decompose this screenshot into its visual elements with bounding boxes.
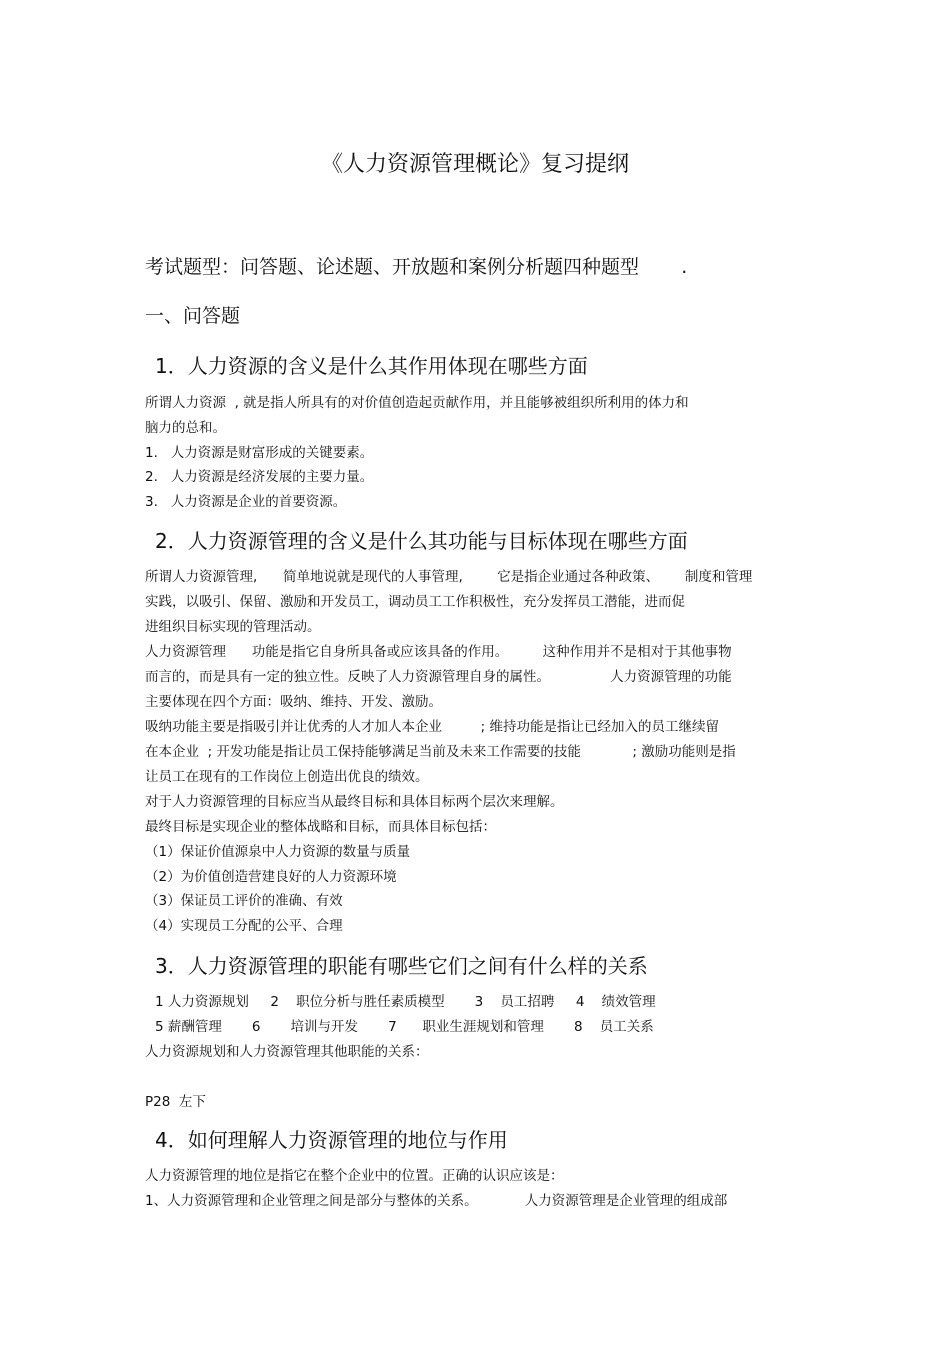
q3-functions-row: 5 薪酬管理 6 培训与开发 7 职业生涯规划和管理 8 员工关系 [155, 1019, 654, 1035]
q3-functions-row: 1 人力资源规划 2 职位分析与胜任素质模型 3 员工招聘 4 绩效管理 [155, 994, 656, 1010]
q3-page-reference: P28 左下 [145, 1094, 206, 1110]
document-title: 《人力资源管理概论》复习提纲 [320, 152, 629, 177]
q1-text-line: 所谓人力资源 , 就是指人所具有的对价值创造起贡献作用，并且能够被组织所利用的体力和 [145, 395, 689, 411]
q2-text-line: 吸纳功能主要是指吸引并让优秀的人才加人本企业 ; 维持功能是指让已经加入的员工继续留 [145, 719, 719, 735]
question-2-heading: 2．人力资源管理的含义是什么其功能与目标体现在哪些方面 [155, 529, 688, 553]
q2-text-line: 进组织目标实现的管理活动。 [145, 619, 321, 635]
q1-list-item: 3. 人力资源是企业的首要资源。 [145, 494, 347, 510]
q2-text-line: 主要体现在四个方面：吸纳、维持、开发、激励。 [145, 694, 442, 710]
q1-list-item: 2. 人力资源是经济发展的主要力量。 [145, 469, 374, 485]
q4-text-line: 人力资源管理的地位是指它在整个企业中的位置。正确的认识应该是： [145, 1168, 564, 1184]
exam-types-line: 考试题型：问答题、论述题、开放题和案例分析题四种题型 . [145, 256, 688, 278]
q1-list-item: 1. 人力资源是财富形成的关键要素。 [145, 445, 374, 461]
q2-text-line: 让员工在现有的工作岗位上创造出优良的绩效。 [145, 769, 429, 785]
q2-text-line: 最终目标是实现企业的整体战略和目标，而具体目标包括： [145, 819, 496, 835]
q2-text-line: 人力资源管理 功能是指它自身所具备或应该具备的作用。 这种作用并不是相对于其他事物 [145, 644, 732, 660]
q4-text-line: 1、人力资源管理和企业管理之间是部分与整体的关系。 人力资源管理是企业管理的组成部 [145, 1193, 728, 1209]
question-1-heading: 1．人力资源的含义是什么其作用体现在哪些方面 [155, 354, 588, 378]
section-heading-qa: 一、问答题 [145, 305, 241, 327]
q2-goal-item: （3）保证员工评价的准确、有效 [145, 893, 343, 909]
q2-text-line: 在本企业 ; 开发功能是指让员工保持能够满足当前及未来工作需要的技能 ; 激励功能则是指 [145, 744, 736, 760]
question-4-heading: 4．如何理解人力资源管理的地位与作用 [155, 1128, 508, 1152]
q1-text-line: 脑力的总和。 [145, 420, 226, 436]
q3-relation-line: 人力资源规划和人力资源管理其他职能的关系： [145, 1044, 429, 1060]
q2-text-line: 而言的，而是具有一定的独立性。反映了人力资源管理自身的属性。 人力资源管理的功能 [145, 669, 732, 685]
q2-text-line: 对于人力资源管理的目标应当从最终目标和具体目标两个层次来理解。 [145, 794, 564, 810]
q2-goal-item: （1）保证价值源泉中人力资源的数量与质量 [145, 844, 411, 860]
q2-text-line: 所谓人力资源管理, 简单地说就是现代的人事管理, 它是指企业通过各种政策、 制度和管理 [145, 569, 753, 585]
question-3-heading: 3．人力资源管理的职能有哪些它们之间有什么样的关系 [155, 954, 648, 978]
q2-goal-item: （2）为价值创造营建良好的人力资源环境 [145, 869, 397, 885]
q2-text-line: 实践，以吸引、保留、激励和开发员工，调动员工工作积极性，充分发挥员工潜能，进而促 [145, 594, 685, 610]
q2-goal-item: （4）实现员工分配的公平、合理 [145, 918, 343, 934]
